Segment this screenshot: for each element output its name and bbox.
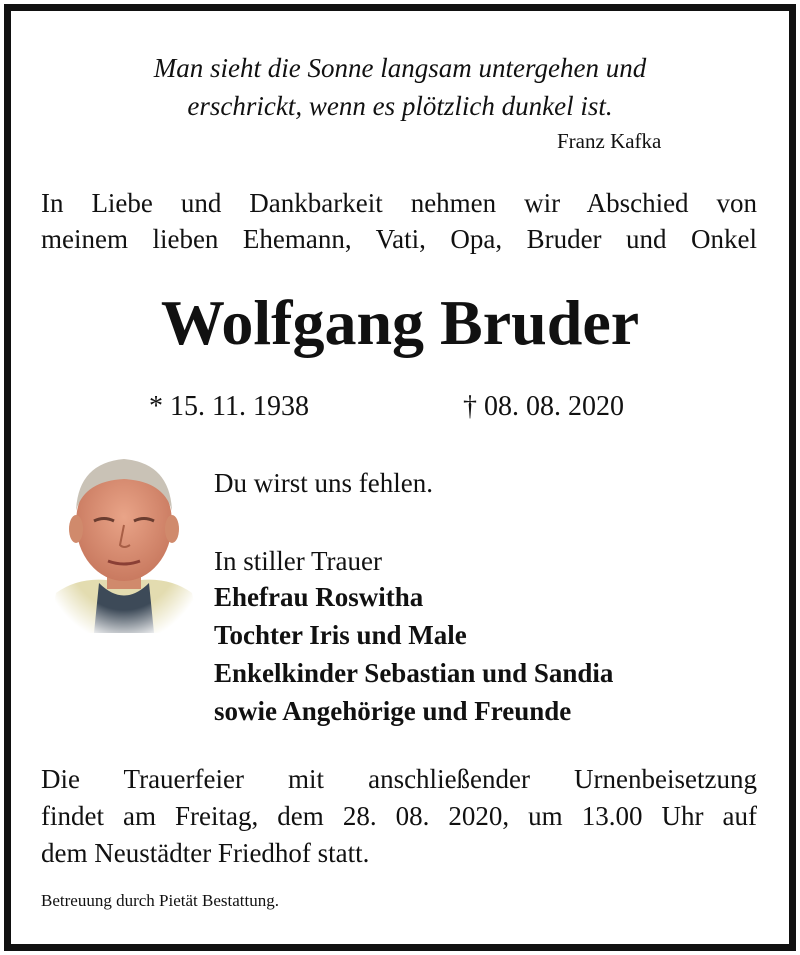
mourners-heading: In stiller Trauer <box>214 546 382 576</box>
ceremony-info <box>41 761 757 872</box>
mourner-line: Ehefrau Roswitha <box>214 582 424 612</box>
intro-line-2: meinem lieben Ehemann, Vati, Opa, Bruder und Onkel <box>41 224 757 254</box>
ceremony-line-3: dem Neustädter Friedhof statt. <box>41 838 370 868</box>
intro-line-1: In Liebe und Dankbarkeit nehmen wir Abschied von <box>41 188 757 218</box>
portrait-photo <box>44 433 204 633</box>
mourner-line: Enkelkinder Sebastian und Sandia <box>214 658 614 688</box>
farewell-message: Du wirst uns fehlen. <box>214 468 433 498</box>
obituary-notice <box>4 4 796 951</box>
deceased-name: Wolfgang Bruder <box>160 287 640 358</box>
quote-line-2: erschrickt, wenn es plötzlich dunkel ist. <box>187 91 613 121</box>
mourner-line: sowie Angehörige und Freunde <box>214 696 572 726</box>
ceremony-line-1: Die Trauerfeier mit anschließender Urnenbeisetzung <box>41 764 757 794</box>
funeral-home-note: Betreuung durch Pietät Bestattung. <box>41 891 279 910</box>
ceremony-line-2: findet am Freitag, dem 28. 08. 2020, um 13.00 Uhr auf <box>41 801 757 831</box>
death-date: † 08. 08. 2020 <box>463 391 624 422</box>
quote-line-1: Man sieht die Sonne langsam untergehen und <box>153 53 647 83</box>
birth-date: * 15. 11. 1938 <box>149 391 309 422</box>
quote-author: Franz Kafka <box>557 129 662 153</box>
mourner-line: Tochter Iris und Male <box>214 620 467 650</box>
